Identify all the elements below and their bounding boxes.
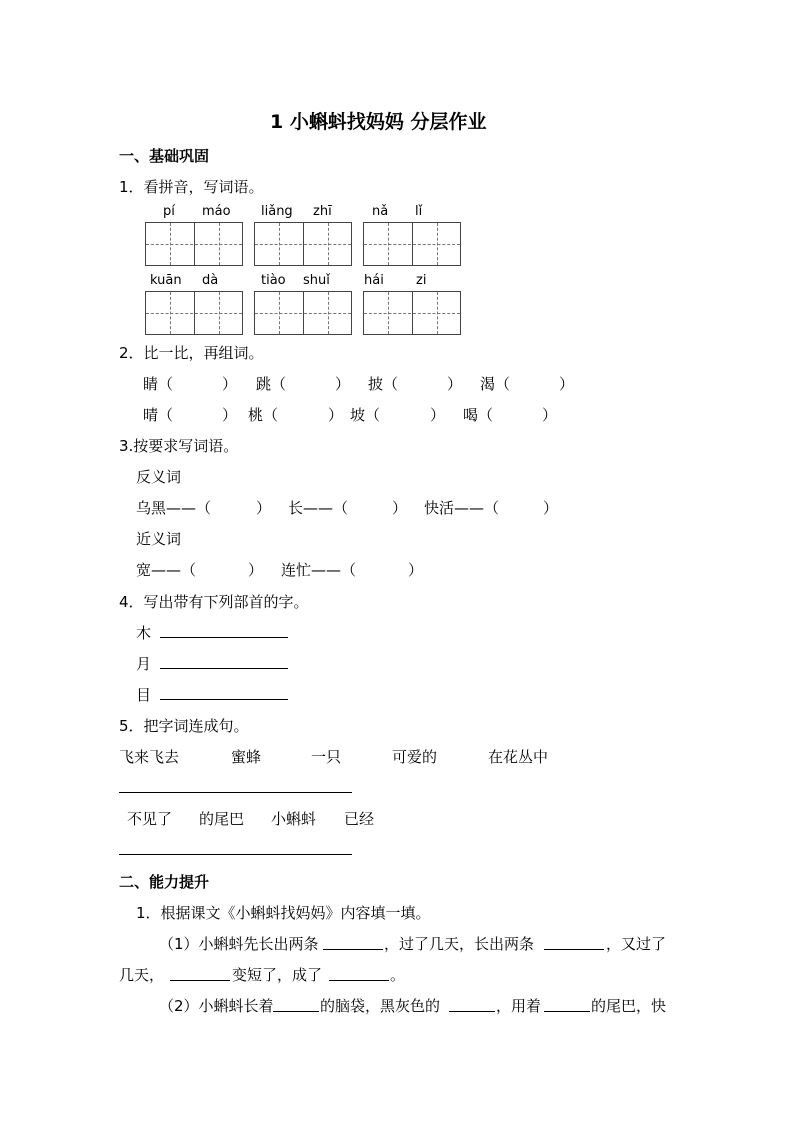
radical-mu-eye: 目 — [136, 686, 152, 704]
word-card: 一只 — [311, 748, 342, 766]
pinyin: pí — [163, 204, 175, 219]
answer-line[interactable] — [119, 854, 352, 855]
fill-text: 的脑袋，黑灰色的 — [320, 997, 441, 1015]
answer-line[interactable] — [544, 1011, 590, 1012]
pinyin: liǎng — [261, 204, 293, 219]
writing-grid[interactable] — [145, 222, 243, 266]
paren-close: ） — [256, 499, 272, 517]
word-card: 在花丛中 — [488, 748, 549, 766]
antonym-label: 反义词 — [136, 468, 182, 486]
answer-line[interactable] — [160, 668, 288, 669]
compare-char: 跳（ — [256, 375, 287, 393]
paren-close: ） — [430, 406, 446, 424]
paren-close: ） — [447, 375, 463, 393]
pinyin: dà — [202, 273, 219, 288]
page-title: 1 小蝌蚪找妈妈 分层作业 — [270, 111, 487, 133]
radical-yue: 月 — [136, 655, 152, 673]
writing-grid[interactable] — [254, 291, 352, 335]
paren-close: ） — [542, 406, 558, 424]
fill-text: （2）小蝌蚪长着 — [159, 997, 274, 1015]
compare-char: 睛（ — [143, 375, 174, 393]
writing-grid[interactable] — [254, 222, 352, 266]
compare-char: 坡（ — [350, 406, 381, 424]
word-card: 蜜蜂 — [231, 748, 262, 766]
antonym-item: 长——（ — [288, 499, 349, 517]
antonym-item: 快活——（ — [424, 499, 500, 517]
paren-close: ） — [408, 561, 424, 579]
p1-label: 1．根据课文《小蝌蚪找妈妈》内容填一填。 — [136, 904, 431, 922]
fill-text: 。 — [390, 966, 406, 984]
word-card: 的尾巴 — [199, 810, 245, 828]
answer-line[interactable] — [329, 980, 389, 981]
answer-line[interactable] — [273, 1011, 319, 1012]
fill-text: ，又过了 — [606, 935, 667, 953]
paren-close: ） — [248, 561, 264, 579]
compare-char: 喝（ — [463, 406, 494, 424]
answer-line[interactable] — [449, 1011, 495, 1012]
pinyin: tiào — [261, 273, 286, 288]
paren-close: ） — [392, 499, 408, 517]
answer-line[interactable] — [160, 637, 288, 638]
answer-line[interactable] — [544, 949, 604, 950]
pinyin: shuǐ — [303, 273, 330, 288]
radical-mu: 木 — [136, 624, 152, 642]
q3-label: 3.按要求写词语。 — [119, 437, 239, 455]
paren-close: ） — [222, 406, 238, 424]
word-card: 已经 — [344, 810, 375, 828]
writing-grid[interactable] — [363, 291, 461, 335]
answer-line[interactable] — [160, 699, 288, 700]
answer-line[interactable] — [170, 980, 230, 981]
word-card: 不见了 — [127, 810, 173, 828]
writing-grid[interactable] — [145, 291, 243, 335]
compare-char: 桃（ — [248, 406, 279, 424]
paren-close: ） — [559, 375, 575, 393]
section-improve-heading: 二、能力提升 — [119, 873, 210, 891]
word-card: 可爱的 — [392, 748, 438, 766]
q1-label: 1．看拼音，写词语。 — [119, 178, 264, 196]
q2-label: 2．比一比，再组词。 — [119, 344, 264, 362]
pinyin: lǐ — [415, 204, 423, 219]
pinyin: máo — [202, 204, 231, 219]
fill-text: ，用着 — [496, 997, 542, 1015]
fill-text: ，过了几天，长出两条 — [384, 935, 535, 953]
pinyin: nǎ — [372, 204, 389, 219]
fill-text: （1）小蝌蚪先长出两条 — [159, 935, 319, 953]
q4-label: 4．写出带有下列部首的字。 — [119, 593, 309, 611]
synonym-label: 近义词 — [136, 530, 182, 548]
synonym-item: 宽——（ — [136, 561, 197, 579]
antonym-item: 乌黑——（ — [136, 499, 212, 517]
q5-label: 5．把字词连成句。 — [119, 717, 249, 735]
paren-close: ） — [328, 406, 344, 424]
pinyin: hái — [364, 273, 384, 288]
fill-text: 变短了，成了 — [232, 966, 323, 984]
pinyin: zi — [416, 273, 427, 288]
word-card: 飞来飞去 — [119, 748, 180, 766]
compare-char: 渴（ — [480, 375, 511, 393]
paren-close: ） — [335, 375, 351, 393]
section-basic-heading: 一、基础巩固 — [119, 147, 210, 165]
writing-grid[interactable] — [363, 222, 461, 266]
compare-char: 晴（ — [143, 406, 174, 424]
paren-close: ） — [222, 375, 238, 393]
pinyin: kuān — [150, 273, 182, 288]
answer-line[interactable] — [323, 949, 383, 950]
compare-char: 披（ — [368, 375, 399, 393]
fill-text: 几天， — [119, 966, 165, 984]
fill-text: 的尾巴，快 — [591, 997, 667, 1015]
word-card: 小蝌蚪 — [271, 810, 317, 828]
pinyin: zhī — [313, 204, 332, 219]
paren-close: ） — [543, 499, 559, 517]
answer-line[interactable] — [119, 792, 352, 793]
synonym-item: 连忙——（ — [281, 561, 357, 579]
